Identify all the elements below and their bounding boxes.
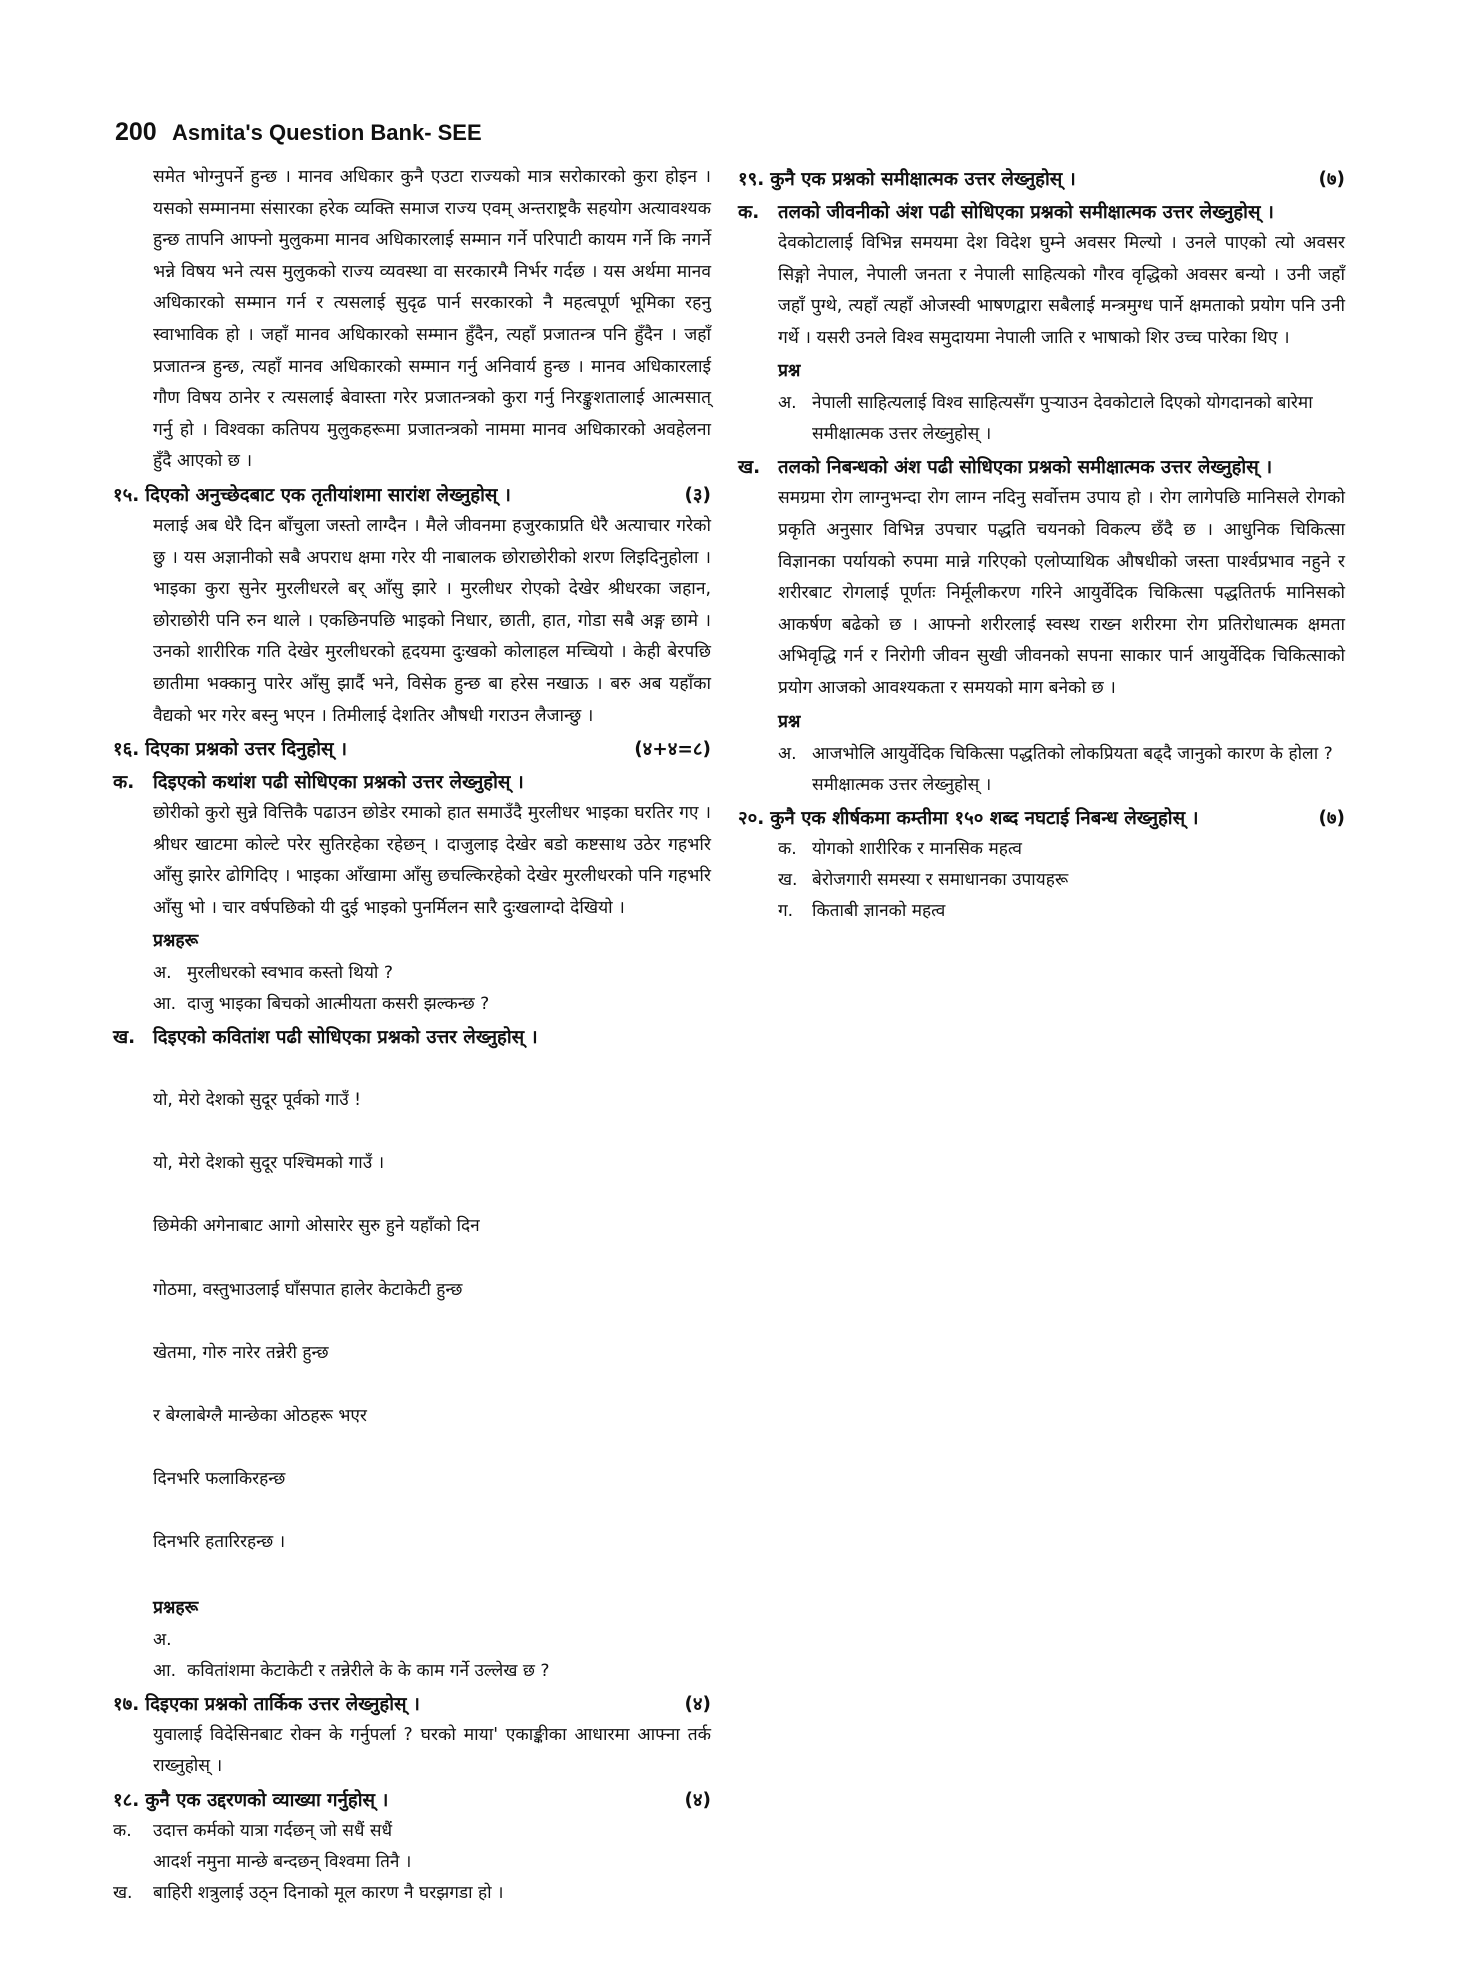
book-title: Asmita's Question Bank- SEE	[172, 120, 482, 145]
item-letter: अ.	[153, 963, 172, 984]
item-text: बाहिरी शत्रुलाई उठ्न दिनाको मूल कारण नै घरझगडा हो ।	[153, 1882, 504, 1903]
question-19-heading	[738, 164, 1345, 195]
question-marks: (७)	[1318, 169, 1345, 190]
poem-line: दिनभरि फलाकिरहन्छ	[153, 1469, 286, 1490]
item-text: आदर्श नमुना मान्छे बन्दछन् विश्वमा तिनै ।	[153, 1851, 412, 1872]
item-text: उदात्त कर्मको यात्रा गर्दछन् जो सधैं सधैं	[153, 1820, 393, 1841]
question-number: १७.	[113, 1693, 140, 1715]
item-text	[187, 1625, 711, 1656]
item-text: किताबी ज्ञानको महत्व	[812, 900, 946, 921]
question-17-heading	[113, 1689, 711, 1720]
item-text: बेरोजगारी समस्या र समाधानका उपायहरू	[812, 869, 1069, 890]
question-title: कुनै एक उद्दरणको व्याख्या गर्नुहोस् ।	[145, 1789, 389, 1811]
question-16-ka-passage: छोरीको कुरो सुन्ने वित्तिकै पढाउन छोडेर रमाको हात समाउँदै मुरलीधर भाइका घरतिर गए । श्रीधर खाटमा कोल्टे परेर सुतिरहेका रहेछन् । दाजुलाइ देखेर बडो कष्टसाथ उठेर गहभरि आँसु झारेर ढोगिदिए । भाइका आँखामा आँसु छचल्किरहेको देखेर मुरलीधरको पनि गहभरि आँसु भो । चार वर्षपछिको यी दुई भाइको पुनर्मिलन सारै दुःखलाग्दो देखियो ।	[153, 803, 711, 918]
question-number: १९.	[738, 169, 765, 190]
list-item	[153, 1625, 711, 1656]
item-text: मुरलीधरको स्वभाव कस्तो थियो ?	[187, 963, 393, 984]
question-marks: (३)	[684, 484, 711, 506]
question-20-heading	[738, 803, 1345, 834]
item-text: दाजु भाइका बिचको आत्मीयता कसरी झल्कन्छ ?	[187, 994, 490, 1015]
page-header	[115, 118, 482, 147]
question-number: १८.	[113, 1789, 140, 1811]
poem-line: यो, मेरो देशको सुदूर पश्चिमको गाउँ ।	[153, 1153, 385, 1174]
question-16-ka-heading	[113, 767, 711, 798]
question-title: दिएका प्रश्नको उत्तर दिनुहोस् ।	[145, 739, 347, 761]
sub-letter: ख.	[113, 1027, 136, 1049]
list-item	[778, 834, 1345, 865]
question-number: १५.	[113, 484, 140, 506]
item-letter: अ.	[778, 393, 797, 414]
question-marks: (७)	[1318, 807, 1345, 829]
sub-title: तलको निबन्धको अंश पढी सोधिएका प्रश्नको समीक्षात्मक उत्तर लेख्नुहोस् ।	[778, 457, 1273, 479]
item-text: कवितांशमा केटाकेटी र तन्नेरीले के के काम गर्ने उल्लेख छ ?	[187, 1660, 550, 1681]
poem-line: यो, मेरो देशको सुदूर पूर्वको गाउँ !	[153, 1090, 362, 1111]
right-column	[738, 162, 1345, 927]
question-15-passage: मलाई अब धेरै दिन बाँचुला जस्तो लाग्दैन । मैले जीवनमा हजुरकाप्रति धेरै अत्याचार गरेको छु । यस अज्ञानीको सबै अपराध क्षमा गरेर यी नाबालक छोराछोरीको शरण लिइदिनुहोला । भाइका कुरा सुनेर मुरलीधरले बर् आँसु झारे । मुरलीधर रोएको देखेर श्रीधरका जहान, छोराछोरी पनि रुन थाले । एकछिनपछि भाइको निधार, छाती, हात, गोडा सबै अङ्ग छामे । उनको शारीरिक गति देखेर मुरलीधरको हृदयमा दुःखको कोलाहल मच्चियो । केही बेरपछि छातीमा भक्कानु पारेर आँसु झार्दै भने, विसेक हुन्छ बा हरेस नखाऊ । बरु अब यहाँका वैद्यको भर गरेर बस्नु भएन । तिमीलाई देशतिर औषधी गराउन लैजान्छु ।	[153, 515, 711, 726]
question-title: दिएको अनुच्छेदबाट एक तृतीयांशमा सारांश लेख्नुहोस् ।	[145, 484, 511, 506]
question-16-kha-heading	[113, 1022, 711, 1053]
item-letter: अ.	[153, 1629, 172, 1650]
list-item	[113, 1816, 711, 1847]
sub-letter: ख.	[738, 457, 761, 479]
question-marks: (४)	[684, 1789, 711, 1811]
poem-line: र बेग्लाबेग्लै मान्छेका ओठहरू भएर	[153, 1406, 367, 1426]
sub-title: दिइएको कवितांश पढी सोधिएका प्रश्नको उत्तर लेख्नुहोस् ।	[153, 1027, 538, 1049]
list-item-continuation	[113, 1847, 711, 1878]
question-19-kha-heading	[738, 452, 1345, 483]
question-number: २०.	[738, 807, 765, 829]
item-letter: ख.	[778, 869, 798, 890]
question-marks: (४)	[684, 1693, 711, 1715]
list-item	[778, 739, 1345, 801]
list-item	[778, 865, 1345, 896]
poem-line: गोठमा, वस्तुभाउलाई घाँसपात हालेर केटाकेटी हुन्छ	[153, 1279, 463, 1300]
item-letter: ग.	[778, 900, 794, 921]
item-text: योगको शारीरिक र मानसिक महत्व	[812, 838, 1022, 859]
question-title: दिइएका प्रश्नको तार्किक उत्तर लेख्नुहोस् ।	[145, 1693, 420, 1715]
item-letter: आ.	[153, 1660, 177, 1681]
question-marks: (४+४=८)	[634, 739, 711, 761]
question-16-heading	[113, 734, 711, 765]
sub-letter: क.	[738, 202, 760, 223]
intro-paragraph: समेत भोग्नुपर्ने हुन्छ । मानव अधिकार कुनै एउटा राज्यको मात्र सरोकारको कुरा होइन । यसको सम्मानमा संसारका हरेक व्यक्ति समाज राज्य एवम् अन्तराष्ट्रकै सहयोग अत्यावश्यक हुन्छ तापनि आफ्नो मुलुकमा मानव अधिकारलाई सम्मान गर्ने परिपाटी कायम गर्ने कि नगर्ने भन्ने विषय भने त्यस मुलुकको राज्य व्यवस्था वा सरकारमै निर्भर गर्दछ । यस अर्थमा मानव अधिकारको सम्मान गर्न र त्यसलाई सुदृढ पार्न सरकारको नै महत्वपूर्ण भूमिका रहनु स्वाभाविक हो । जहाँ मानव अधिकारको सम्मान हुँदैन, त्यहाँ प्रजातन्त्र पनि हुँदैन । जहाँ प्रजातन्त्र हुन्छ, त्यहाँ मानव अधिकारको सम्मान गर्नु अनिवार्य हुन्छ । मानव अधिकारलाई गौण विषय ठानेर र त्यसलाई बेवास्ता गरेर प्रजातन्त्रको कुरा गर्नु निरङ्कुशतालाई आत्मसात् गर्नु हो । विश्वका कतिपय मुलुकहरूमा प्रजातन्त्रको नाममा मानव अधिकारको अवहेलना हुँदै आएको छ ।	[153, 167, 711, 472]
item-letter: क.	[778, 838, 797, 859]
questions-label: प्रश्नहरू	[153, 1597, 199, 1618]
list-item	[153, 1656, 711, 1687]
poem-line: छिमेकी अगेनाबाट आगो ओसारेर सुरु हुने यहाँको दिन	[153, 1216, 480, 1237]
sub-title: दिइएको कथांश पढी सोधिएका प्रश्नको उत्तर लेख्नुहोस् ।	[153, 772, 524, 794]
poem-line: खेतमा, गोरु नारेर तन्नेरी हुन्छ	[153, 1342, 329, 1363]
sub-letter: क.	[113, 772, 135, 794]
question-15-heading	[113, 480, 711, 511]
question-label: प्रश्न	[778, 711, 801, 732]
question-19-ka-heading	[738, 197, 1345, 228]
poem-stanza	[153, 1053, 711, 1590]
question-number: १६.	[113, 739, 140, 761]
list-item	[778, 388, 1345, 450]
item-text: आजभोलि आयुर्वेदिक चिकित्सा पद्धतिको लोकप्रियता बढ्दै जानुको कारण के होला ? समीक्षात्मक उत्तर लेख्नुहोस् ।	[812, 743, 1333, 795]
list-item	[113, 1878, 711, 1909]
question-19-ka-passage: देवकोटालाई विभिन्न समयमा देश विदेश घुम्ने अवसर मिल्यो । उनले पाएको त्यो अवसर सिङ्गो नेपाल, नेपाली जनता र नेपाली साहित्यको गौरव वृद्धिको अवसर बन्यो । उनी जहाँ जहाँ पुग्थे, त्यहाँ त्यहाँ ओजस्वी भाषणद्वारा सबैलाई मन्त्रमुग्ध पार्ने क्षमताको प्रयोग पनि उनी गर्थे । यसरी उनले विश्व समुदायमा नेपाली जाति र भाषाको शिर उच्च पारेका थिए ।	[778, 233, 1345, 348]
list-item	[778, 896, 1345, 927]
item-letter: आ.	[153, 994, 177, 1015]
page-number: 200	[115, 118, 157, 146]
question-17-text: युवालाई विदेसिनबाट रोक्न के गर्नुपर्ला ? घरको माया' एकाङ्कीका आधारमा आफ्ना तर्क राख्नुहोस् ।	[153, 1724, 711, 1777]
question-label: प्रश्न	[778, 361, 801, 382]
sub-title: तलको जीवनीको अंश पढी सोधिएका प्रश्नको समीक्षात्मक उत्तर लेख्नुहोस् ।	[778, 202, 1274, 223]
item-letter: ख.	[113, 1882, 133, 1903]
question-title: कुनै एक शीर्षकमा कम्तीमा १५० शब्द नघटाई निबन्ध लेख्नुहोस् ।	[770, 807, 1199, 829]
item-letter: अ.	[778, 743, 797, 764]
item-letter: क.	[113, 1820, 132, 1841]
list-item	[153, 989, 711, 1020]
item-text: नेपाली साहित्यलाई विश्व साहित्यसँग पुऱ्याउन देवकोटाले दिएको योगदानको बारेमा समीक्षात्मक उत्तर लेख्नुहोस् ।	[812, 393, 1313, 445]
left-column	[113, 162, 711, 1909]
question-19-kha-passage: समग्रमा रोग लाग्नुभन्दा रोग लाग्न नदिनु सर्वोत्तम उपाय हो । रोग लागेपछि मानिसले रोगको प्रकृति अनुसार विभिन्न उपचार पद्धति चयनको विकल्प छँदै छ । आधुनिक चिकित्सा विज्ञानका पर्यायको रुपमा मान्ने गरिएको एलोप्याथिक औषधीको जस्ता पार्श्वप्रभाव नहुने र शरीरबाट रोगलाई पूर्णतः निर्मूलीकरण गरिने आयुर्वेदिक चिकित्सा पद्धतितर्फ मानिसको आकर्षण बढेको छ । आफ्नो शरीरलाई स्वस्थ राख्न शरीरमा रोग प्रतिरोधात्मक क्षमता अभिवृद्धि गर्न र निरोगी जीवन सुखी जीवनको सपना साकार पार्न आयुर्वेदिक चिकित्साको प्रयोग आजको आवश्यकता र समयको माग बनेको छ ।	[778, 488, 1345, 698]
question-title: कुनै एक प्रश्नको समीक्षात्मक उत्तर लेख्नुहोस् ।	[770, 169, 1076, 190]
poem-line: दिनभरि हतारिरहन्छ ।	[153, 1532, 286, 1553]
questions-label: प्रश्नहरू	[153, 931, 199, 952]
list-item	[153, 958, 711, 989]
question-18-heading	[113, 1785, 711, 1816]
